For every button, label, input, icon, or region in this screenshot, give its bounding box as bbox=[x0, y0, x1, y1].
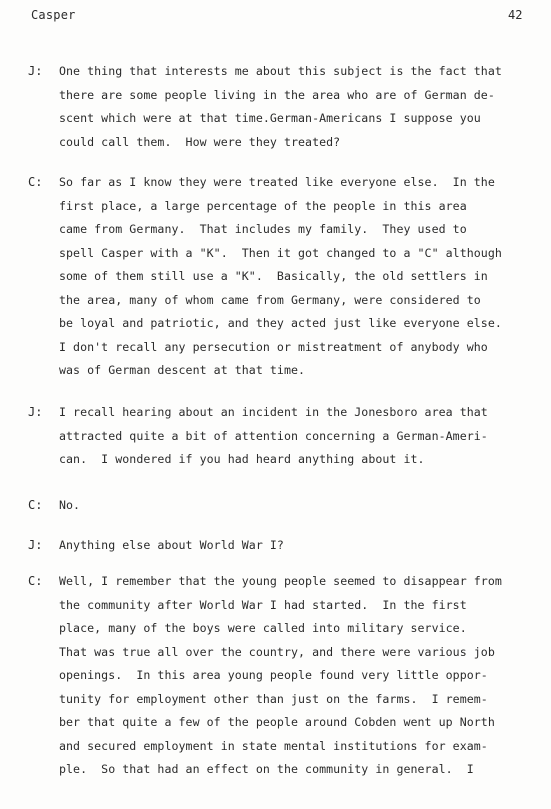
text-line: So far as I know they were treated like everyone else. In the bbox=[59, 175, 495, 189]
text-line: came from Germany. That includes my family. They used to bbox=[59, 222, 467, 236]
header-name: Casper bbox=[31, 8, 76, 22]
text-line: and secured employment in state mental institutions for exam- bbox=[59, 738, 488, 753]
speaker-label: C: bbox=[28, 175, 43, 189]
text-line: attracted quite a bit of attention concerning a German-Ameri- bbox=[59, 428, 488, 443]
text-line: the area, many of whom came from Germany, were considered to bbox=[59, 292, 481, 307]
text-line: spell Casper with a "K". Then it got changed to a "C" although bbox=[59, 245, 502, 260]
text-line: Anything else about World War I? bbox=[59, 538, 284, 552]
text-line: first place, a large percentage of the people in this area bbox=[59, 198, 467, 213]
speaker-label: J: bbox=[28, 405, 43, 419]
text-line: I don't recall any persecution or mistreatment of anybody who bbox=[59, 339, 488, 354]
text-line: ple. So that had an effect on the community in general. I bbox=[59, 762, 474, 776]
page-number: 42 bbox=[508, 8, 523, 22]
speaker-label: J: bbox=[28, 64, 43, 78]
text-line: could call them. How were they treated? bbox=[59, 134, 341, 149]
text-line: Well, I remember that the young people seemed to disappear from bbox=[59, 574, 502, 588]
text-line: the community after World War I had started. In the first bbox=[59, 597, 467, 612]
text-line: ber that quite a few of the people around Cobden went up North bbox=[59, 715, 495, 729]
text-line: No. bbox=[59, 498, 81, 512]
text-line: tunity for employment other than just on the farms. I remem- bbox=[59, 691, 488, 706]
speaker-label: C: bbox=[28, 498, 43, 512]
text-line: place, many of the boys were called into military service. bbox=[59, 621, 467, 635]
text-line: scent which were at that time.German-Americans I suppose you bbox=[59, 111, 481, 125]
text-line: can. I wondered if you had heard anything about it. bbox=[59, 452, 425, 466]
text-line: be loyal and patriotic, and they acted just like everyone else. bbox=[59, 316, 502, 330]
speaker-label: J: bbox=[28, 538, 43, 552]
text-line: there are some people living in the area who are of German de- bbox=[59, 87, 495, 102]
speaker-label: C: bbox=[28, 574, 43, 588]
text-line: I recall hearing about an incident in the Jonesboro area that bbox=[59, 405, 488, 419]
text-line: openings. In this area young people found very little oppor- bbox=[59, 668, 488, 682]
text-line: One thing that interests me about this subject is the fact that bbox=[59, 64, 502, 78]
text-line: was of German descent at that time. bbox=[59, 363, 306, 377]
text-line: some of them still use a "K". Basically, the old settlers in bbox=[59, 269, 488, 283]
text-line: That was true all over the country, and there were various job bbox=[59, 644, 495, 659]
